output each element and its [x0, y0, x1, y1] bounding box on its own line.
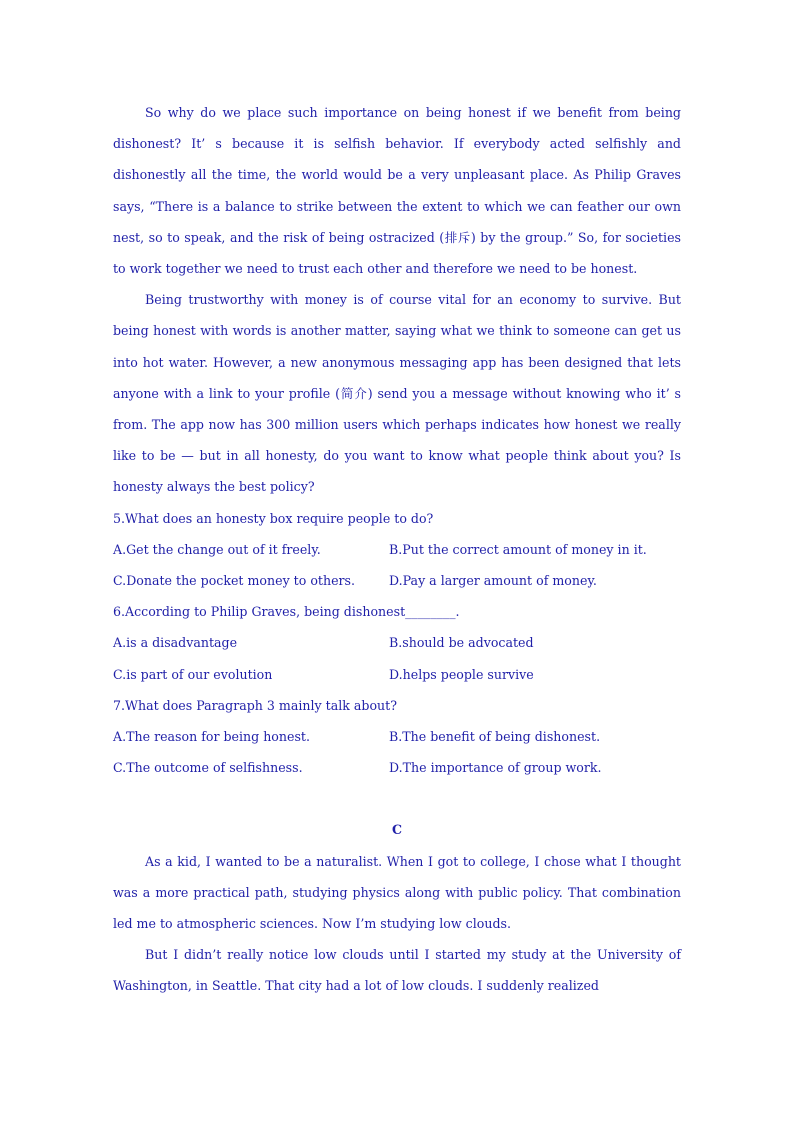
option-c: C.Donate the pocket money to others.	[113, 573, 356, 589]
question-6	[113, 596, 681, 690]
option-a: A.Get the change out of it freely.	[113, 541, 321, 557]
option-a: A.is a disadvantage	[113, 635, 238, 651]
option-b: B.should be advocated	[389, 635, 534, 651]
option-row	[113, 534, 681, 565]
question-stem: 5.What does an honesty box require people to do?	[113, 510, 434, 526]
option-row	[113, 627, 681, 658]
option-row	[113, 752, 681, 783]
passage-c-paragraph-1: As a kid, I wanted to be a naturalist. When I got to college, I chose what I thought was a more practical path, studying physics along with public policy. That combination led me to atmospheric sciences. Now I’m studying low clouds.	[113, 853, 681, 932]
option-c: C.is part of our evolution	[113, 666, 273, 682]
section-spacer	[113, 783, 681, 814]
option-d: D.The importance of group work.	[389, 760, 602, 776]
question-7	[113, 690, 681, 784]
question-5	[113, 503, 681, 597]
option-row	[113, 659, 681, 690]
option-d: D.helps people survive	[389, 666, 534, 682]
passage-b-paragraph-1: So why do we place such importance on being honest if we benefit from being dishonest? It’ s because it is selfish behavior. If everybody acted selfishly and dishonestly all the time, the world would be a very unpleasant place. As Philip Graves says, “There is a balance to strike between the extent to which we can feather our own nest, so to speak, and the risk of being ostracized (排斥) by the group.” So, for societies to work together we need to trust each other and therefore we need to be honest.	[113, 105, 681, 277]
question-stem: 7.What does Paragraph 3 mainly talk about?	[113, 697, 397, 713]
option-a: A.The reason for being honest.	[113, 729, 310, 745]
option-row	[113, 565, 681, 596]
question-stem: 6.According to Philip Graves, being dishonest________.	[113, 604, 460, 620]
option-c: C.The outcome of selfishness.	[113, 760, 303, 776]
option-b: B.Put the correct amount of money in it.	[389, 541, 647, 557]
document-content	[113, 97, 681, 1002]
passage-c-paragraph-2: But I didn’t really notice low clouds until I started my study at the University of Washington, in Seattle. That city had a lot of low clouds. I suddenly realized	[113, 947, 681, 994]
option-b: B.The benefit of being dishonest.	[389, 729, 601, 745]
passage-b-paragraph-2: Being trustworthy with money is of course vital for an economy to survive. But being honest with words is another matter, saying what we think to someone can get us into hot water. However, a new anonymous messaging app has been designed that lets anyone with a link to your profile (简介) send you a message without knowing who it’ s from. The app now has 300 million users which perhaps indicates how honest we really like to be — but in all honesty, do you want to know what people think about you? Is honesty always the best policy?	[113, 292, 681, 495]
option-row	[113, 721, 681, 752]
section-title: C	[391, 822, 403, 838]
option-d: D.Pay a larger amount of money.	[389, 573, 597, 589]
